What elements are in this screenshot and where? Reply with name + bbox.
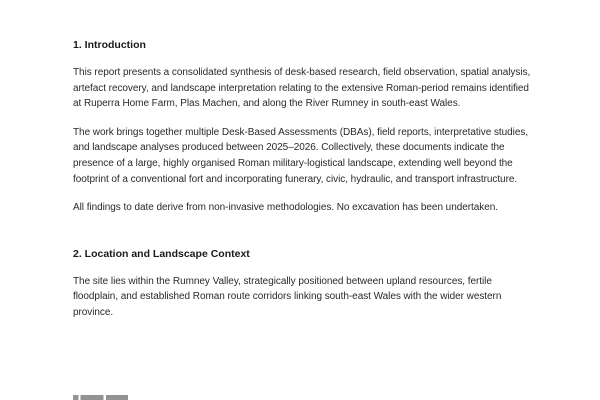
cropped-text-line	[73, 393, 133, 400]
section-introduction	[73, 38, 533, 216]
section-heading: 2. Location and Landscape Context	[73, 247, 250, 260]
paragraph: The work brings together multiple Desk-Based Assessments (DBAs), field reports, interpretative studies, and landscape analyses produced between 2025–2026. Collectively, these documents indicate the presence of a large, highly organised Roman military-logistical landscape, extending well beyond the footprint of a conventional fort and incorporating funerary, civic, hydraulic, and transport infrastructure.	[73, 126, 529, 185]
section-location-landscape	[73, 247, 533, 321]
document-body	[73, 38, 533, 321]
paragraph: The site lies within the Rumney Valley, strategically positioned between upland resources, fertile floodplain, and established Roman route corridors linking south-east Wales with the wider western province.	[73, 275, 502, 318]
cropped-text-line	[118, 0, 478, 2]
paragraph: This report presents a consolidated synthesis of desk-based research, field observation, spatial analysis, artefact recovery, and landscape interpretation relating to the extensive Roman-period remains identified at Ruperra Home Farm, Plas Machen, and along the River Rumney in south-east Wales.	[73, 67, 531, 110]
paragraph: All findings to date derive from non-invasive methodologies. No excavation has been undertaken.	[73, 202, 498, 214]
section-heading: 1. Introduction	[73, 39, 146, 51]
